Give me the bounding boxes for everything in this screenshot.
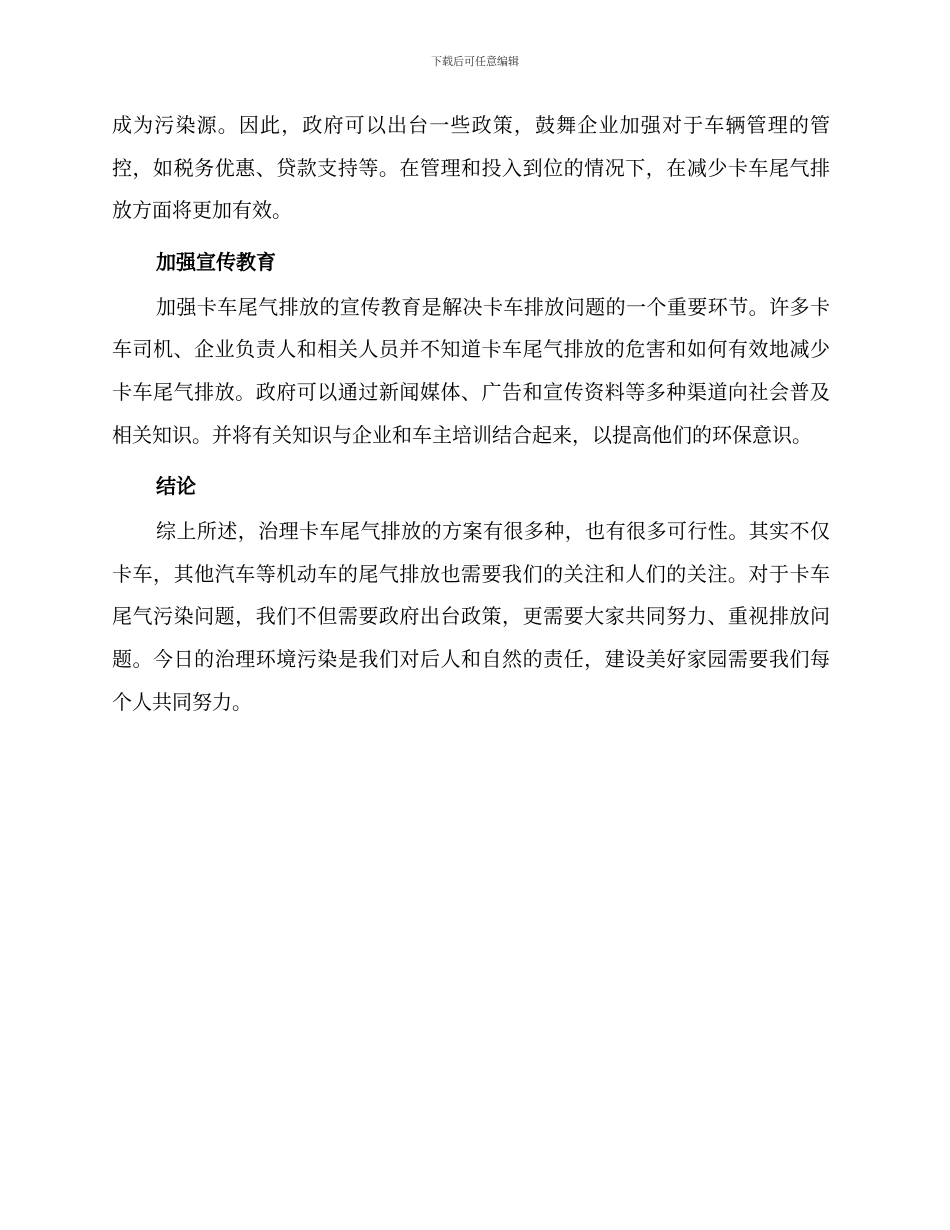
page-header: 下载后可任意编辑 bbox=[431, 55, 519, 68]
intro-paragraph: 成为污染源。因此，政府可以出台一些政策，鼓舞企业加强对于车辆管理的管控，如税务优惠、贷款支持等。在管理和投入到位的情况下，在减少卡车尾气排放方面将更加有效。 bbox=[112, 113, 830, 223]
conclusion-paragraph: 综上所述，治理卡车尾气排放的方案有很多种，也有很多可行性。其实不仅卡车，其他汽车等机动车的尾气排放也需要我们的关注和人们的关注。对于卡车尾气污染问题，我们不但需要政府出台政策，更需要大家共同努力、重视排放问题。今日的治理环境污染是我们对后人和自然的责任，建设美好家园需要我们每个人共同努力。 bbox=[112, 519, 830, 714]
education-paragraph: 加强卡车尾气排放的宣传教育是解决卡车排放问题的一个重要环节。许多卡车司机、企业负责人和相关人员并不知道卡车尾气排放的危害和如何有效地减少卡车尾气排放。政府可以通过新闻媒体、广告和宣传资料等多种渠道向社会普及相关知识。并将有关知识与企业和车主培训结合起来，以提高他们的环保意识。 bbox=[112, 294, 830, 447]
section-heading-conclusion: 结论 bbox=[156, 474, 196, 499]
document-body bbox=[112, 104, 830, 723]
section-heading-education: 加强宣传教育 bbox=[156, 249, 276, 274]
